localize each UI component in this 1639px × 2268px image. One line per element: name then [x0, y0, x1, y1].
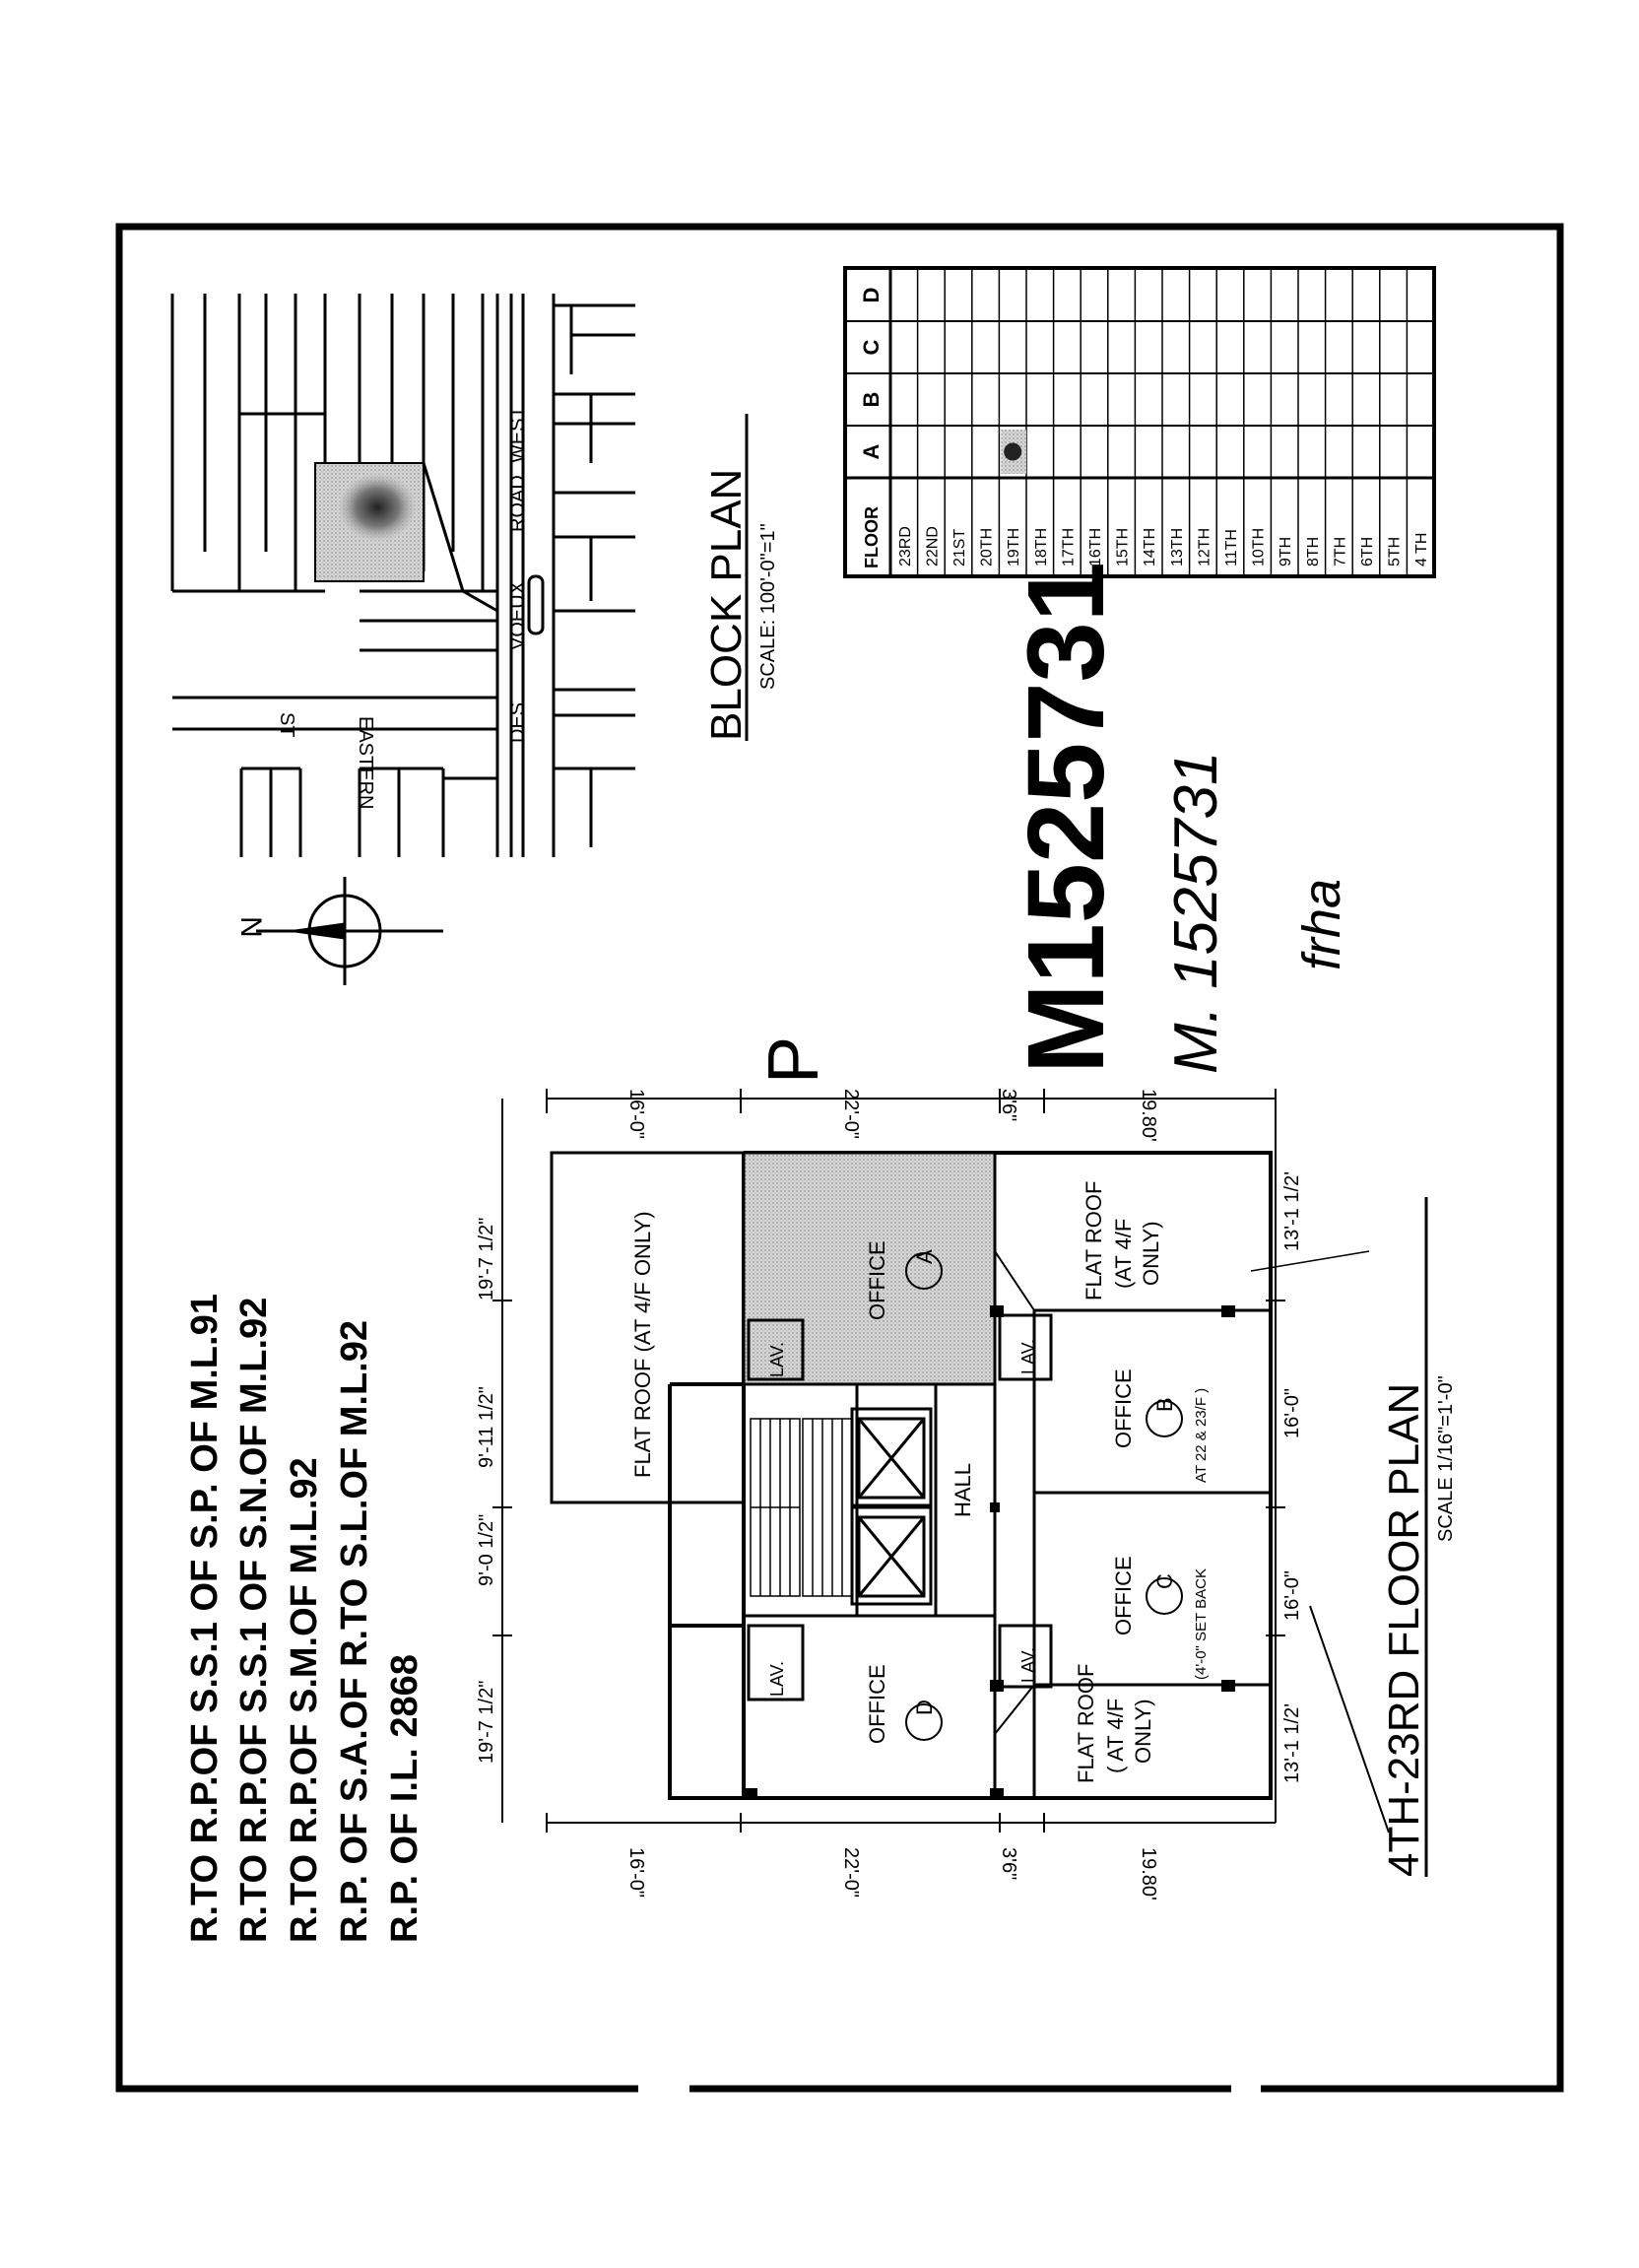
dim-bottom-1: 13'-1 1/2'	[1281, 1170, 1303, 1251]
dim-bottom-4: 13'-1 1/2'	[1281, 1702, 1303, 1783]
block-plan-title	[702, 414, 779, 741]
floor-table-floor-label: 19TH	[1006, 527, 1023, 567]
handwritten-references	[754, 562, 1351, 1084]
office-b-badge	[1147, 1397, 1182, 1436]
floor-table-floor-label: 16TH	[1087, 527, 1104, 567]
dim-vertical-top-2: 22'-0"	[840, 1089, 862, 1139]
dim-vertical-top-3: 3'6"	[998, 1089, 1019, 1122]
flat-roof-right-line1: FLAT ROOF	[1082, 1180, 1106, 1301]
handwritten-initials: frha	[1292, 878, 1351, 970]
floor-table-floor-label: 6TH	[1359, 536, 1376, 567]
dim-horizontal-1: 19'-7 1/2"	[476, 1217, 497, 1301]
dim-bottom-3: 16'-0"	[1281, 1570, 1303, 1621]
floor-plan-title	[1380, 1197, 1457, 1877]
flat-roof-left-line1: FLAT ROOF	[1074, 1663, 1098, 1783]
dim-vertical-top-4: 19.80'	[1138, 1089, 1159, 1142]
floor-table-floor-label: 10TH	[1250, 527, 1268, 567]
street-label-west: WEST	[507, 406, 529, 463]
flat-roof-left-line2: ( AT 4/F	[1103, 1698, 1128, 1773]
floor-table-floor-label: 13TH	[1168, 527, 1186, 567]
lav-label-1: LAV.	[767, 1341, 787, 1377]
dim-vertical-bot-3: 3'6"	[998, 1847, 1019, 1881]
legal-note-2: R.TO R.P.OF S.S.1 OF S.N.OF M.L.92	[233, 1297, 275, 1943]
street-label-eastern: EASTERN	[355, 716, 376, 810]
floor-table-floor-label: 22ND	[924, 526, 942, 567]
border-gap	[1231, 2079, 1261, 2101]
north-arrow-label: N	[234, 916, 267, 938]
block-plan	[172, 294, 635, 857]
dim-horizontal-4: 19'-7 1/2"	[476, 1680, 497, 1764]
border-gap	[638, 2079, 689, 2101]
office-a-label: OFFICE	[865, 1240, 889, 1320]
floor-table-floor-label: 18TH	[1032, 527, 1050, 567]
office-d-badge	[906, 1700, 942, 1740]
staircase	[751, 1419, 852, 1596]
lav-label-3: LAV.	[1018, 1646, 1038, 1683]
lift-shafts	[852, 1409, 931, 1604]
floor-table	[845, 268, 1434, 576]
north-arrow	[234, 877, 443, 985]
floor-table-floor-label: 5TH	[1386, 536, 1404, 567]
office-b-note: AT 22 & 23/F )	[1193, 1387, 1210, 1483]
floor-table-floor-label: 17TH	[1060, 527, 1078, 567]
handwritten-ref-large: M1525731	[1006, 562, 1127, 1074]
floor-table-floor-label: 8TH	[1304, 536, 1322, 567]
floor-table-header-a: A	[859, 443, 884, 460]
floor-table-header-floor: FLOOR	[862, 506, 882, 568]
floor-table-floor-label: 15TH	[1114, 527, 1132, 567]
street-label-road: ROAD	[507, 475, 529, 532]
office-d-label: OFFICE	[865, 1664, 889, 1744]
handwritten-ref-small: M. 1525731	[1162, 751, 1230, 1074]
lav-label-4: LAV.	[767, 1660, 787, 1697]
office-c-badge	[1147, 1573, 1182, 1614]
street-label-st: ST	[276, 712, 297, 738]
dim-vertical-top-1: 16'-0"	[625, 1089, 647, 1139]
floor-table-floor-label: 4 TH	[1413, 532, 1431, 567]
legal-notes	[184, 1294, 426, 1943]
office-c-note: (4'-0" SET BACK	[1193, 1568, 1210, 1680]
dim-vertical-bot-2: 22'-0"	[840, 1847, 862, 1898]
office-b-letter: B	[1152, 1397, 1177, 1412]
hall-label: HALL	[951, 1462, 975, 1517]
floor-table-floor-label: 14TH	[1142, 527, 1159, 567]
handwritten-mark: P	[754, 1035, 833, 1084]
office-a-letter: A	[912, 1249, 937, 1264]
floor-table-floor-label: 11TH	[1223, 529, 1240, 567]
block-plan-scale: SCALE: 100'-0"=1"	[757, 523, 779, 690]
street-label-des: DES	[507, 701, 529, 743]
legal-note-4: R.P. OF S.A.OF R.TO S.L.OF M.L.92	[334, 1319, 375, 1943]
dim-bottom-2: 16'-0"	[1281, 1388, 1303, 1438]
dim-horizontal-3: 9'-0 1/2"	[476, 1513, 497, 1586]
lav-label-2: LAV.	[1018, 1338, 1038, 1374]
street-label-voeux: VOEUX	[507, 580, 529, 650]
legal-note-1: R.TO R.P.OF S.S.1 OF S.P. OF M.L.91	[184, 1294, 226, 1943]
floor-table-header-d: D	[859, 287, 884, 303]
dim-vertical-bot-4: 19.80'	[1138, 1847, 1159, 1901]
office-d-letter: D	[912, 1700, 937, 1715]
floor-table-header-b: B	[859, 391, 884, 408]
legal-note-5: R.P. OF I.L. 2868	[384, 1654, 426, 1943]
floor-table-floor-label: 9TH	[1278, 536, 1295, 567]
block-plan-title-text: BLOCK PLAN	[702, 468, 751, 741]
flat-roof-top-label: FLAT ROOF (AT 4/F ONLY)	[630, 1211, 655, 1478]
dim-vertical-bot-1: 16'-0"	[625, 1847, 647, 1898]
office-b-label: OFFICE	[1111, 1368, 1136, 1448]
floor-table-floor-label: 12TH	[1196, 527, 1213, 567]
flat-roof-right-line3: ONLY)	[1139, 1221, 1163, 1286]
flat-roof-right-line2: (AT 4/F	[1111, 1218, 1136, 1289]
legal-note-3: R.TO R.P.OF S.M.OF M.L.92	[284, 1457, 325, 1943]
floor-table-floor-label: 21ST	[951, 528, 968, 567]
floor-table-floor-label: 20TH	[978, 527, 996, 567]
office-c-letter: C	[1152, 1573, 1177, 1589]
floor-plan-scale: SCALE 1/16"=1'-0"	[1435, 1375, 1457, 1542]
floor-plan-title-text: 4TH-23RD FLOOR PLAN	[1380, 1382, 1428, 1877]
floor-table-floor-label: 7TH	[1332, 536, 1349, 567]
floor-table-floor-label: 23RD	[896, 526, 914, 567]
floor-table-header-c: C	[859, 339, 884, 356]
flat-roof-left-line3: ONLY)	[1131, 1699, 1155, 1764]
office-c-label: OFFICE	[1111, 1556, 1136, 1635]
dim-horizontal-2: 9'-11 1/2"	[476, 1386, 497, 1468]
floor-table-mark	[1004, 443, 1021, 461]
